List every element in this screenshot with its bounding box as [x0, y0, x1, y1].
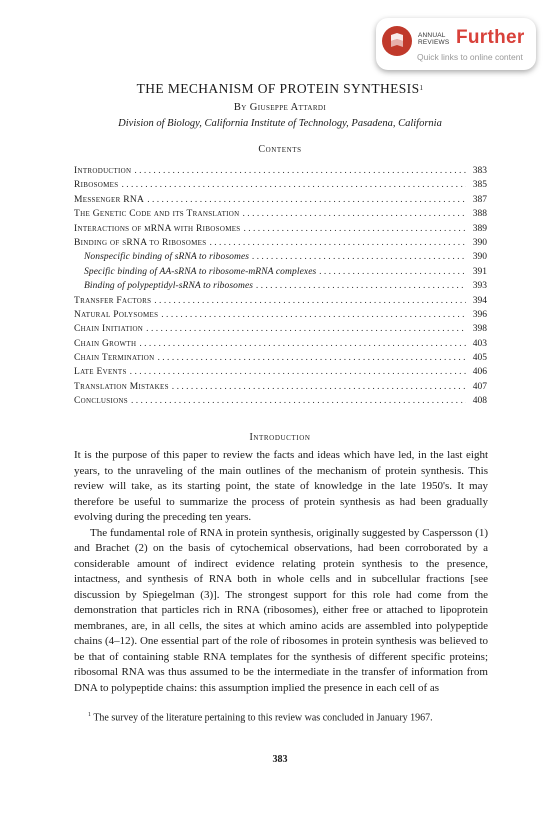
- toc-page: 390: [472, 237, 487, 248]
- toc-label: The Genetic Code and its Translation: [74, 209, 240, 220]
- toc-leader: [158, 351, 467, 365]
- toc-leader: [252, 250, 466, 264]
- toc-entry: [74, 394, 487, 408]
- toc-entry: [74, 351, 487, 365]
- toc-entry: [74, 365, 487, 379]
- toc-leader: [209, 236, 466, 250]
- toc-entry: [74, 294, 487, 308]
- toc-entry: [74, 236, 487, 250]
- toc-entry: [74, 322, 487, 336]
- toc-leader: [172, 380, 466, 394]
- toc-label: Interactions of mRNA with Ribosomes: [74, 223, 241, 234]
- toc-page: 394: [472, 295, 487, 306]
- toc-leader: [256, 279, 466, 293]
- toc-leader: [146, 322, 466, 336]
- toc-entry: [74, 207, 487, 221]
- toc-leader: [134, 164, 466, 178]
- toc-leader: [139, 337, 466, 351]
- annual-label: ANNUAL: [418, 32, 446, 39]
- toc-label: Translation Mistakes: [74, 381, 169, 392]
- toc-label: Introduction: [74, 166, 132, 176]
- contents-heading: Contents: [258, 144, 302, 155]
- reviews-label: REVIEWS: [418, 39, 450, 46]
- toc-page: 393: [472, 281, 487, 292]
- introduction-body: [74, 448, 488, 696]
- paragraph: It is the purpose of this paper to review the facts and ideas which have led, in the last eight years, to the unraveling of the main outlines of the mechanism of protein synthesis. This review will take, as its starting point, the state of knowledge in the late 1950's. It may therefore be useful to summarize the process of protein synthesis as had been gradually evolving during the preceding ten years.: [74, 449, 488, 523]
- toc-leader: [154, 294, 466, 308]
- toc-label: Chain Growth: [74, 338, 137, 349]
- toc-page: 383: [472, 166, 487, 176]
- toc-page: 388: [472, 209, 487, 220]
- toc-label: Binding of sRNA to Ribosomes: [74, 237, 207, 248]
- further-badge[interactable]: [376, 18, 536, 70]
- toc-page: 405: [472, 353, 487, 364]
- annual-reviews-wordmark: [418, 32, 449, 46]
- toc-label: Natural Polysomes: [74, 309, 159, 320]
- toc-page: 391: [472, 266, 487, 277]
- toc-leader: [161, 308, 466, 322]
- toc-page: 406: [472, 367, 487, 378]
- toc-leader: [147, 193, 466, 207]
- toc-label: Transfer Factors: [74, 295, 152, 306]
- table-of-contents: [74, 164, 487, 409]
- toc-label: Binding of polypeptidyl-sRNA to ribosomes: [84, 281, 254, 292]
- toc-leader: [131, 394, 466, 408]
- toc-label: Late Events: [74, 367, 127, 378]
- toc-entry: [74, 308, 487, 322]
- footnote-line: [74, 708, 488, 725]
- toc-page: 398: [472, 324, 487, 335]
- page-number: 383: [272, 754, 288, 765]
- quick-links-label[interactable]: Quick links to online content: [417, 52, 523, 62]
- toc-entry: [74, 164, 487, 178]
- toc-leader: [243, 207, 466, 221]
- footnote: [74, 708, 488, 725]
- toc-page: 390: [472, 252, 487, 263]
- paragraph: The fundamental role of RNA in protein synthesis, originally suggested by Caspersson (1) and Brachet (2) on the basis of cytochemical observations, had been corroborated by a considerable amount of indirect evidence relating protein synthesis to the presence, intactness, and synthesis of RNA both in whole cells and in subcellular fractions [see discussion by Spiegelman (3)]. The strongest support for this role had come from the demonstration that particles rich in RNA (ribosomes), either free or attached to lipoprotein membranes, are, in all cells, the sites at which amino acids are assembled into polypeptide chains (4–12). One essential part of the role of ribosomes in protein synthesis was believed to be that of containing stable RNA templates for the synthesis of different specific proteins; ribosomal RNA was thus assumed to be the intermediate in the transfer of information from DNA to polypeptide chains: this assumption implied the presence in each cell of as: [74, 526, 488, 694]
- toc-label: Chain Termination: [74, 353, 155, 364]
- toc-page: 385: [472, 180, 487, 191]
- toc-label: Conclusions: [74, 396, 128, 407]
- footnote-marker: 1: [88, 712, 91, 718]
- article-title-text: THE MECHANISM OF PROTEIN SYNTHESIS: [136, 81, 420, 96]
- toc-entry: [74, 193, 487, 207]
- toc-label: Ribosomes: [74, 180, 119, 191]
- toc-label: Messenger RNA: [74, 194, 145, 205]
- introduction-heading: Introduction: [249, 432, 311, 443]
- toc-subentry: [74, 265, 487, 279]
- toc-page: 408: [472, 396, 487, 407]
- toc-entry: [74, 337, 487, 351]
- toc-page: 396: [472, 309, 487, 320]
- annual-reviews-logo-icon: [382, 26, 412, 56]
- article-title: [0, 81, 560, 97]
- toc-label: Nonspecific binding of sRNA to ribosomes: [84, 252, 250, 263]
- further-label[interactable]: Further: [456, 27, 525, 48]
- toc-entry: [74, 222, 487, 236]
- toc-entry: [74, 178, 487, 192]
- toc-leader: [130, 365, 466, 379]
- toc-page: 403: [472, 338, 487, 349]
- toc-entry: [74, 380, 487, 394]
- toc-page: 387: [472, 194, 487, 205]
- toc-leader: [121, 178, 466, 192]
- toc-subentry: [74, 279, 487, 293]
- affiliation: Division of Biology, California Institute of Technology, Pasadena, California: [118, 118, 442, 129]
- toc-leader: [319, 265, 466, 279]
- footnote-text: The survey of the literature pertaining to this review was concluded in January 1967.: [93, 712, 433, 724]
- toc-label: Specific binding of AA-sRNA to ribosome-mRNA complexes: [84, 266, 317, 277]
- toc-leader: [243, 222, 466, 236]
- toc-subentry: [74, 250, 487, 264]
- author-line: By Giuseppe Attardi: [233, 102, 327, 113]
- toc-label: Chain Initiation: [74, 324, 144, 335]
- toc-page: 389: [472, 223, 487, 234]
- toc-page: 407: [472, 381, 487, 392]
- title-footnote-marker: 1: [419, 84, 424, 92]
